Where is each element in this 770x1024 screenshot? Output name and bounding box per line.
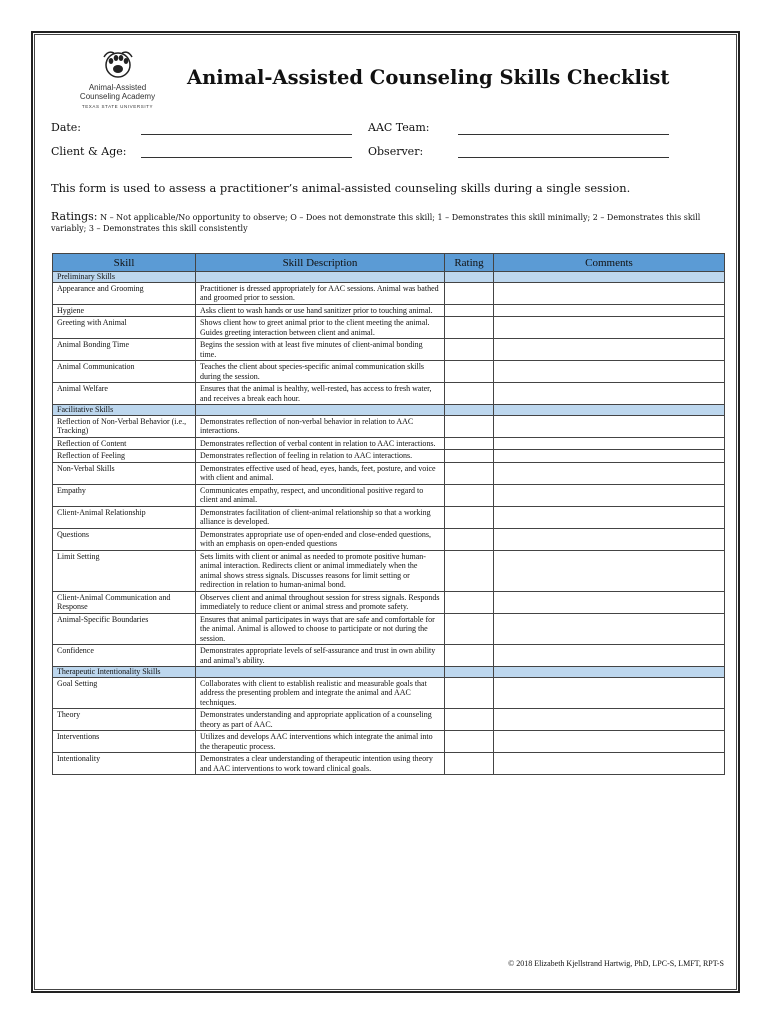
comments-cell[interactable] [494,709,725,731]
rating-cell[interactable] [445,383,494,405]
skill-name: Reflection of Non-Verbal Behavior (i.e., Tracking) [53,415,196,437]
comments-cell[interactable] [494,677,725,709]
skill-name: Interventions [53,731,196,753]
section-comments-cell [494,667,725,678]
rating-cell[interactable] [445,677,494,709]
table-row [53,731,725,753]
rating-cell[interactable] [445,731,494,753]
table-row [53,450,725,463]
rating-cell[interactable] [445,528,494,550]
date-label: Date: [51,121,82,134]
table-row [53,437,725,450]
skill-description: Demonstrates reflection of feeling in relation to AAC interactions. [196,450,445,463]
skill-name: Goal Setting [53,677,196,709]
skill-description: Demonstrates reflection of verbal content in relation to AAC interactions. [196,437,445,450]
skill-name: Empathy [53,484,196,506]
comments-cell[interactable] [494,506,725,528]
table-row [53,591,725,613]
table-row [53,753,725,775]
date-input-line[interactable] [141,134,352,135]
aac-team-label: AAC Team: [368,121,430,134]
section-rating-cell [445,405,494,416]
skill-name: Limit Setting [53,550,196,591]
rating-cell[interactable] [445,550,494,591]
comments-cell[interactable] [494,317,725,339]
table-row [53,484,725,506]
ratings-legend [51,211,721,234]
intro-text: This form is used to assess a practitioner’s animal-assisted counseling skills during a single session. [51,181,631,195]
comments-cell[interactable] [494,645,725,667]
comments-cell[interactable] [494,484,725,506]
aac-team-input-line[interactable] [458,134,669,135]
copyright-footer: © 2018 Elizabeth Kjellstrand Hartwig, PhD, LPC-S, LMFT, RPT-S [508,959,724,968]
table-body [53,272,725,775]
table-row [53,383,725,405]
table-row [53,339,725,361]
skill-name: Animal-Specific Boundaries [53,613,196,645]
skill-description: Teaches the client about species-specific animal communication skills during the session. [196,361,445,383]
rating-cell[interactable] [445,317,494,339]
table-header-row [53,254,725,272]
skill-name: Confidence [53,645,196,667]
skill-description: Demonstrates effective used of head, eyes, hands, feet, posture, and voice with client and animal. [196,462,445,484]
section-title: Therapeutic Intentionality Skills [53,667,196,678]
skill-description: Ensures that the animal is healthy, well-rested, has access to fresh water, and receives a break each hour. [196,383,445,405]
observer-input-line[interactable] [458,157,669,158]
skill-description: Observes client and animal throughout session for stress signals. Responds immediately to reduce client or animal stress and promote safety. [196,591,445,613]
skill-description: Demonstrates understanding and appropriate application of a counseling theory as part of AAC. [196,709,445,731]
comments-cell[interactable] [494,282,725,304]
skill-description: Sets limits with client or animal as needed to promote positive human-animal interaction. Redirects client or animal immediately when the animal shows stress signals. Discusses reasons for limit setting or redirection in relation to human-animal bond. [196,550,445,591]
skill-description: Demonstrates a clear understanding of therapeutic intention using theory and AAC interventions to work toward clinical goals. [196,753,445,775]
rating-cell[interactable] [445,462,494,484]
table-row [53,528,725,550]
header-comments: Comments [494,254,725,272]
rating-cell[interactable] [445,591,494,613]
skill-name: Appearance and Grooming [53,282,196,304]
rating-cell[interactable] [445,645,494,667]
section-desc-cell [196,272,445,283]
logo-line-3: TEXAS STATE UNIVERSITY [81,104,154,109]
skill-name: Theory [53,709,196,731]
comments-cell[interactable] [494,731,725,753]
skill-name: Greeting with Animal [53,317,196,339]
skill-name: Client-Animal Relationship [53,506,196,528]
skill-name: Client-Animal Communication and Response [53,591,196,613]
table-row [53,645,725,667]
header-skill-description: Skill Description [196,254,445,272]
table-row [53,317,725,339]
skill-name: Animal Bonding Time [53,339,196,361]
skill-name: Questions [53,528,196,550]
table-row [53,282,725,304]
rating-cell[interactable] [445,304,494,317]
skill-description: Begins the session with at least five minutes of client-animal bonding time. [196,339,445,361]
section-row [53,405,725,416]
skill-description: Shows client how to greet animal prior to the client meeting the animal. Guides greeting interaction between client and animal. [196,317,445,339]
rating-cell[interactable] [445,450,494,463]
ratings-label: Ratings: [51,210,98,223]
skill-name: Hygiene [53,304,196,317]
table-row [53,304,725,317]
academy-logo [60,48,175,109]
skill-name: Animal Communication [53,361,196,383]
skill-description: Communicates empathy, respect, and unconditional positive regard to client and animal. [196,484,445,506]
comments-cell[interactable] [494,437,725,450]
skill-description: Utilizes and develops AAC interventions which integrate the animal into the therapeutic process. [196,731,445,753]
rating-cell[interactable] [445,709,494,731]
header-skill: Skill [53,254,196,272]
rating-cell[interactable] [445,282,494,304]
skill-name: Intentionality [53,753,196,775]
table-row [53,506,725,528]
rating-cell[interactable] [445,484,494,506]
comments-cell[interactable] [494,462,725,484]
logo-line-2: Counseling Academy [79,92,156,101]
skill-description: Practitioner is dressed appropriately for AAC sessions. Animal was bathed and groomed prior to session. [196,282,445,304]
section-desc-cell [196,405,445,416]
skill-description: Demonstrates appropriate use of open-ended and close-ended questions, with an emphasis on open-ended questions [196,528,445,550]
table-row [53,709,725,731]
table-row [53,415,725,437]
comments-cell[interactable] [494,528,725,550]
comments-cell[interactable] [494,613,725,645]
skill-name: Non-Verbal Skills [53,462,196,484]
comments-cell[interactable] [494,339,725,361]
comments-cell[interactable] [494,550,725,591]
logo-line-1: Animal-Assisted [88,83,147,92]
rating-cell[interactable] [445,437,494,450]
section-row [53,272,725,283]
skill-description: Ensures that animal participates in ways that are safe and comfortable for the animal. Animal is allowed to choose to participate or not during the session. [196,613,445,645]
header-rating: Rating [445,254,494,272]
table-row [53,550,725,591]
section-comments-cell [494,405,725,416]
skill-description: Collaborates with client to establish realistic and measurable goals that address the presenting problem and integrate the animal and AAC techniques. [196,677,445,709]
comments-cell[interactable] [494,383,725,405]
table-row [53,462,725,484]
section-comments-cell [494,272,725,283]
page-title: Animal-Assisted Counseling Skills Checklist [187,66,670,89]
skills-table [52,253,725,775]
rating-cell[interactable] [445,415,494,437]
skill-description: Demonstrates reflection of non-verbal behavior in relation to AAC interactions. [196,415,445,437]
section-title: Preliminary Skills [53,272,196,283]
skill-description: Asks client to wash hands or use hand sanitizer prior to touching animal. [196,304,445,317]
client-age-input-line[interactable] [141,157,352,158]
skill-name: Reflection of Feeling [53,450,196,463]
observer-label: Observer: [368,145,424,158]
comments-cell[interactable] [494,415,725,437]
table-row [53,361,725,383]
rating-cell[interactable] [445,361,494,383]
rating-cell[interactable] [445,339,494,361]
comments-cell[interactable] [494,304,725,317]
section-row [53,667,725,678]
section-rating-cell [445,667,494,678]
rating-cell[interactable] [445,753,494,775]
comments-cell[interactable] [494,753,725,775]
table-row [53,613,725,645]
skill-name: Animal Welfare [53,383,196,405]
comments-cell[interactable] [494,361,725,383]
section-rating-cell [445,272,494,283]
skill-description: Demonstrates appropriate levels of self-assurance and trust in own ability and animal’s ability. [196,645,445,667]
section-title: Facilitative Skills [53,405,196,416]
paw-heart-icon [100,48,136,80]
rating-cell[interactable] [445,613,494,645]
comments-cell[interactable] [494,450,725,463]
comments-cell[interactable] [494,591,725,613]
ratings-text: N – Not applicable/No opportunity to observe; O – Does not demonstrate this skill; 1 – Demonstrates this skill minimally; 2 – Demonstrates this skill variably; 3 – Demonstrates this skill consistently [51,213,701,233]
client-age-label: Client & Age: [51,145,127,158]
skill-description: Demonstrates facilitation of client-animal relationship so that a working alliance is developed. [196,506,445,528]
skill-name: Reflection of Content [53,437,196,450]
rating-cell[interactable] [445,506,494,528]
table-row [53,677,725,709]
section-desc-cell [196,667,445,678]
